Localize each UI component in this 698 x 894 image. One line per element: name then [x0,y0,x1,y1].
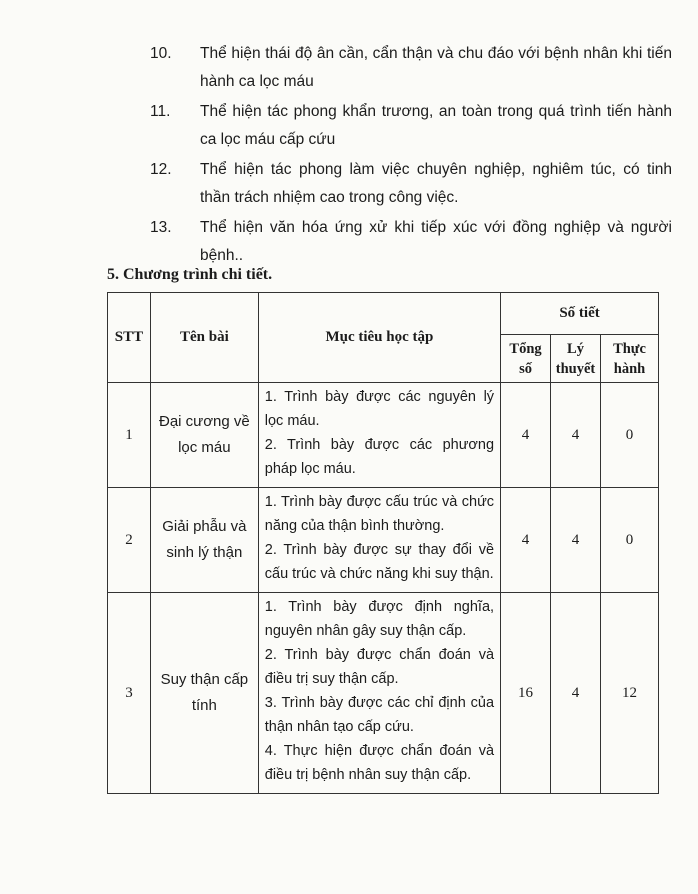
row-practice: 0 [601,488,659,593]
objective-item: 2. Trình bày được chẩn đoán và điều trị suy thận cấp. [264,647,495,687]
row-total: 4 [501,383,551,488]
header-theory: Lý thuyết [551,335,601,383]
table-header-row [108,293,659,335]
list-item [107,98,672,154]
row-total: 4 [501,488,551,593]
objectives-list [107,40,672,272]
header-name: Tên bài [150,293,258,383]
objective-item: 4. Thực hiện được chẩn đoán và điều trị bệnh nhân suy thận cấp. [264,743,495,783]
list-item-text: Thể hiện thái độ ân cần, cẩn thận và chu đáo với bệnh nhân khi tiến hành ca lọc máu [200,45,672,90]
row-name: Giải phẫu và sinh lý thận [150,488,258,593]
list-item-number: 12. [150,161,172,178]
row-stt: 3 [108,593,151,794]
objective-item: 2. Trình bày được sự thay đổi về cấu trúc và chức năng khi suy thận. [264,542,495,582]
header-stt: STT [108,293,151,383]
row-name: Đại cương về lọc máu [150,383,258,488]
row-objectives [258,593,500,794]
list-item [107,214,672,270]
header-total: Tổng số [501,335,551,383]
row-stt: 1 [108,383,151,488]
list-item [107,156,672,212]
list-item-text: Thể hiện tác phong làm việc chuyên nghiệp, nghiêm túc, có tinh thần trách nhiệm cao trong công việc. [200,161,672,206]
list-item [107,40,672,96]
objective-item: 2. Trình bày được các phương pháp lọc máu. [264,437,495,477]
program-table [107,292,659,794]
table-row [108,488,659,593]
list-item-number: 10. [150,45,172,62]
list-item-text: Thể hiện tác phong khẩn trương, an toàn trong quá trình tiến hành ca lọc máu cấp cứu [200,103,672,148]
row-name: Suy thận cấp tính [150,593,258,794]
header-objectives: Mục tiêu học tập [258,293,500,383]
row-stt: 2 [108,488,151,593]
list-item-number: 13. [150,219,172,236]
row-practice: 0 [601,383,659,488]
row-theory: 4 [551,593,601,794]
objective-item: 3. Trình bày được các chỉ định của thận nhân tạo cấp cứu. [264,695,495,735]
objective-item: 1. Trình bày được định nghĩa, nguyên nhân gây suy thận cấp. [264,599,495,639]
header-periods: Số tiết [501,293,659,335]
table-row [108,383,659,488]
header-practice: Thực hành [601,335,659,383]
table-row [108,593,659,794]
objective-item: 1. Trình bày được các nguyên lý lọc máu. [264,389,495,429]
row-theory: 4 [551,383,601,488]
row-practice: 12 [601,593,659,794]
list-item-text: Thể hiện văn hóa ứng xử khi tiếp xúc với đồng nghiệp và người bệnh.. [200,219,672,264]
row-total: 16 [501,593,551,794]
row-theory: 4 [551,488,601,593]
row-objectives [258,488,500,593]
section-heading: 5. Chương trình chi tiết. [107,266,273,283]
objective-item: 1. Trình bày được cấu trúc và chức năng của thận bình thường. [264,494,495,534]
row-objectives [258,383,500,488]
list-item-number: 11. [150,103,171,120]
